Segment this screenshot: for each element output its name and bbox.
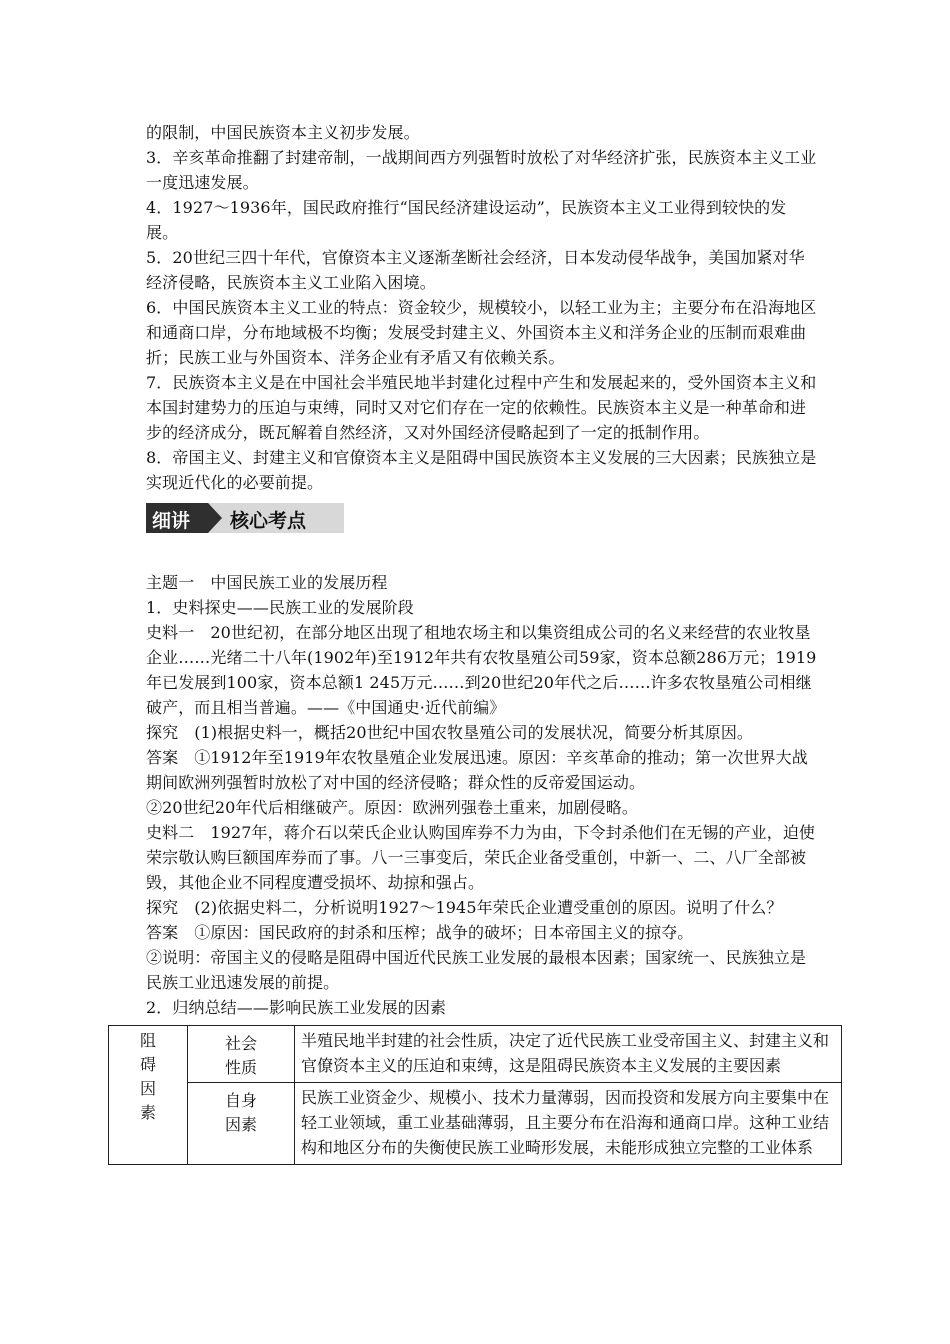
table-row bbox=[109, 1026, 842, 1083]
paragraph-point-6: 6．中国民族资本主义工业的特点：资金较少，规模较小，以轻工业为主；主要分布在沿海地区和通商口岸，分布地域极不均衡；发展受封建主义、外国资本主义和洋务企业的压制而艰难曲折；民族工业与外国资本、洋务企业有矛盾又有依赖关系。 bbox=[146, 298, 817, 367]
group-label-char: 因 bbox=[139, 1079, 156, 1098]
subsection-heading-1: 1．史料探史——民族工业的发展阶段 bbox=[146, 598, 414, 617]
description-cell: 半殖民地半封建的社会性质，决定了近代民族工业受帝国主义、封建主义和官僚资本主义的压迫和束缚，这是阻碍民族资本主义发展的主要因素 bbox=[295, 1026, 842, 1083]
answer-2: 答案 ①原因：国民政府的封杀和压榨；战争的破坏；日本帝国主义的掠夺。 bbox=[146, 923, 694, 942]
group-label-char: 阻 bbox=[139, 1031, 156, 1050]
answer-1: 答案 ①1912年至1919年农牧垦殖企业发展迅速。原因：辛亥革命的推动；第一次世界大战期间欧洲列强暂时放松了对中国的经济侵略；群众性的反帝爱国运动。 bbox=[146, 748, 808, 792]
topic-heading: 主题一 中国民族工业的发展历程 bbox=[146, 573, 388, 592]
group-label-cell bbox=[109, 1026, 188, 1165]
banner-left-label: 细讲 bbox=[152, 510, 191, 532]
description-cell: 民族工业资金少、规模小、技术力量薄弱，因而投资和发展方向主要集中在轻工业领域，重工业基础薄弱，且主要分布在沿海和通商口岸。这种工业结构和地区分布的失衡使民族工业畸形发展，未能形成独立完整的工业体系 bbox=[295, 1083, 842, 1165]
question-1: 探究 (1)根据史料一，概括20世纪中国农牧垦殖公司的发展状况，简要分析其原因。 bbox=[146, 723, 754, 742]
factors-table bbox=[108, 1025, 842, 1165]
banner-right-label: 核心考点 bbox=[230, 510, 307, 532]
category-line: 社会 bbox=[224, 1034, 257, 1053]
source-material-2: 史料二 1927年，蒋介石以荣氏企业认购国库券不力为由，下令封杀他们在无锡的产业，迫使荣宗敬认购巨额国库券而了事。八一三事变后，荣氏企业备受重创，中新一、二、八厂全部被毁，其他企业不同程度遭受损坏、劫掠和强占。 bbox=[146, 823, 816, 892]
category-cell bbox=[188, 1083, 295, 1165]
category-line: 性质 bbox=[224, 1058, 257, 1077]
subsection-heading-2: 2．归纳总结——影响民族工业发展的因素 bbox=[146, 998, 447, 1017]
answer-1-part-2: ②20世纪20年代后相继破产。原因：欧洲列强卷土重来，加剧侵略。 bbox=[146, 798, 638, 817]
category-cell bbox=[188, 1026, 295, 1083]
answer-2-part-2: ②说明：帝国主义的侵略是阻碍中国近代民族工业发展的最根本因素；国家统一、民族独立是民族工业迅速发展的前提。 bbox=[146, 948, 807, 992]
source-material-1: 史料一 20世纪初，在部分地区出现了租地农场主和以集资组成公司的名义来经营的农业牧垦企业……光绪二十八年(1902年)至1912年共有农牧垦殖公司59家，资本总额286万元；1919年已发展到100家，资本总额1 245万元……到20世纪20年代之后……许多农牧垦殖公司相继破产，而且相当普遍。——《中国通史·近代前编》 bbox=[146, 623, 817, 717]
question-2: 探究 (2)依据史料二，分析说明1927～1945年荣氏企业遭受重创的原因。说明了什么？ bbox=[146, 898, 783, 917]
paragraph-point-5: 5．20世纪三四十年代，官僚资本主义逐渐垄断社会经济，日本发动侵华战争，美国加紧对华经济侵略，民族资本主义工业陷入困境。 bbox=[146, 248, 805, 292]
paragraph-point-8: 8．帝国主义、封建主义和官僚资本主义是阻碍中国民族资本主义发展的三大因素；民族独立是实现近代化的必要前提。 bbox=[146, 448, 817, 492]
section-banner bbox=[146, 503, 344, 533]
category-line: 自身 bbox=[224, 1091, 257, 1110]
paragraph-point-3: 3．辛亥革命推翻了封建帝制，一战期间西方列强暂时放松了对华经济扩张，民族资本主义工业一度迅速发展。 bbox=[146, 148, 817, 192]
banner-arrow-icon bbox=[208, 503, 222, 533]
paragraph-point-7: 7．民族资本主义是在中国社会半殖民地半封建化过程中产生和发展起来的，受外国资本主义和本国封建势力的压迫与束缚，同时又对它们存在一定的依赖性。民族资本主义是一种革命和进步的经济成分，既瓦解着自然经济，又对外国经济侵略起到了一定的抵制作用。 bbox=[146, 373, 817, 442]
paragraph-limit: 的限制，中国民族资本主义初步发展。 bbox=[146, 123, 420, 142]
table-row bbox=[109, 1083, 842, 1165]
group-label-char: 素 bbox=[139, 1103, 156, 1122]
category-line: 因素 bbox=[224, 1115, 257, 1134]
paragraph-point-4: 4．1927～1936年，国民政府推行“国民经济建设运动”，民族资本主义工业得到较快的发展。 bbox=[146, 198, 787, 242]
group-label-char: 碍 bbox=[139, 1055, 156, 1074]
